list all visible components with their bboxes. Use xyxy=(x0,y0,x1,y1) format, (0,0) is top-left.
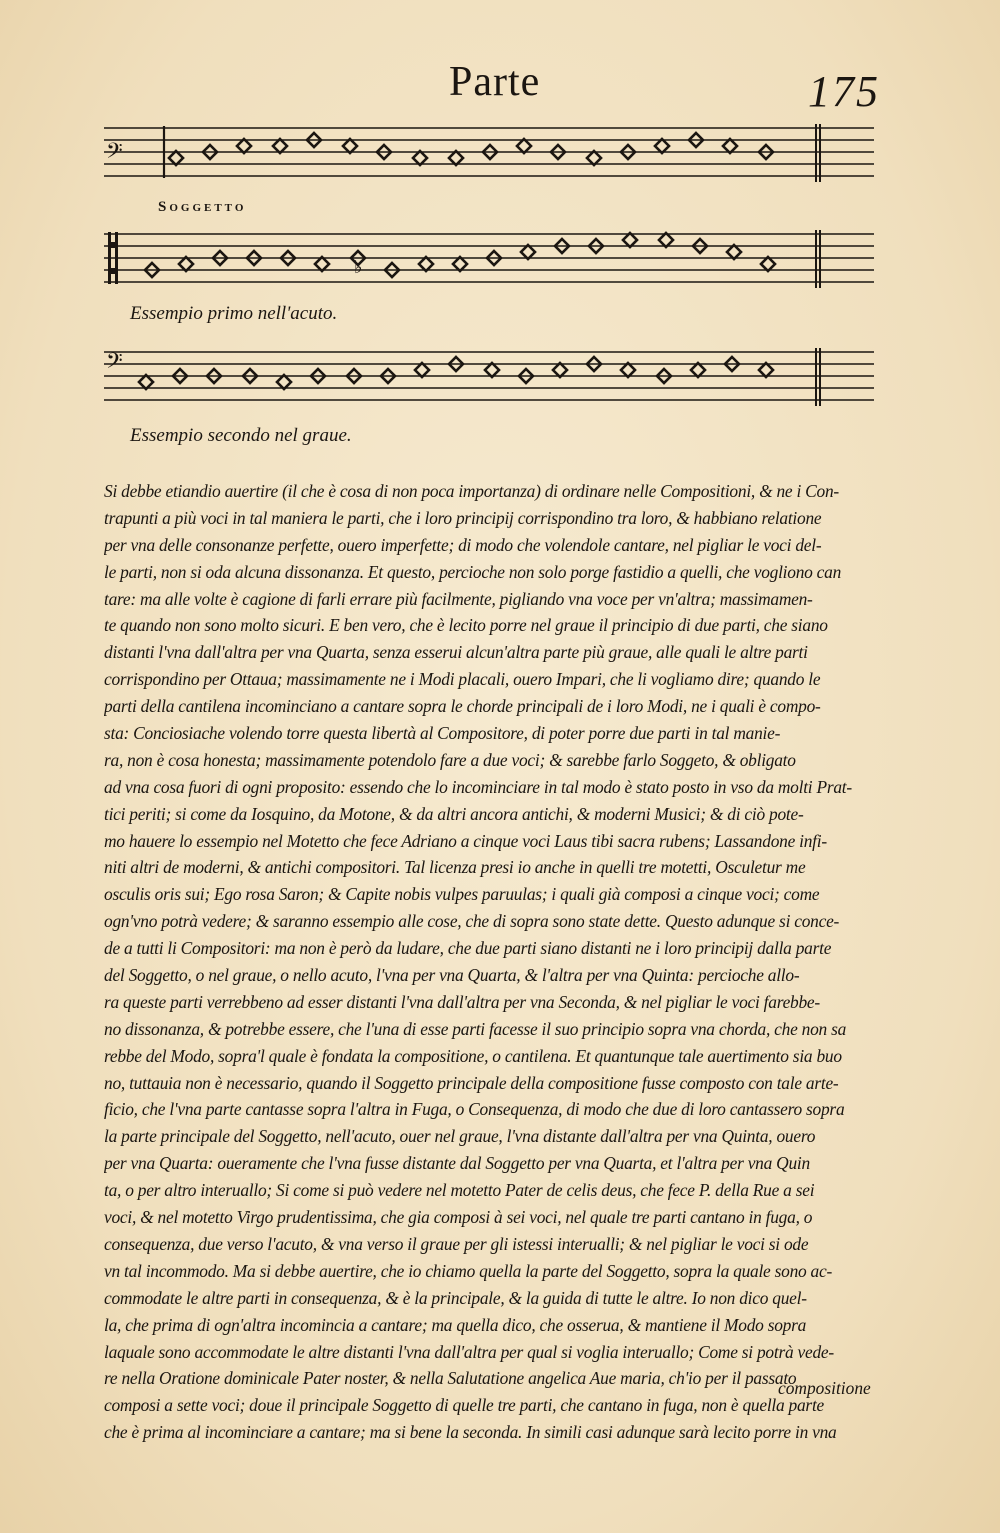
note-head xyxy=(315,257,329,271)
running-head: Parte xyxy=(449,59,541,105)
text-line: per vna delle consonanze perfette, ouero imperfette; di modo che volendole cantare, nel pigliar le voci del- xyxy=(104,534,822,555)
music-staff-lower-bass xyxy=(104,346,874,408)
catchword: compositione xyxy=(778,1378,871,1398)
text-line: ta, o per altro interuallo; Si come si può vedere nel motetto Pater de celis deus, che fece P. della Rue a sei xyxy=(104,1180,815,1201)
text-line: rebbe del Modo, sopra'l quale è fondata la compositione, o cantilena. Et quantunque tale auertimento sia buo xyxy=(104,1045,842,1066)
text-line: voci, & nel motetto Virgo prudentissima, che gia composi à sei voci, nel quale tre parti cantano in fuga, o xyxy=(104,1207,813,1228)
note-head xyxy=(623,233,637,247)
text-line: consequenza, due verso l'acuto, & vna verso il graue per gli istessi interualli; & nel pigliar le voci si ode xyxy=(104,1233,809,1254)
note-head xyxy=(521,245,535,259)
example-caption-first: Essempio primo nell'acuto. xyxy=(130,303,338,324)
note-head xyxy=(621,363,635,377)
page-number: 175 xyxy=(808,67,880,116)
note-head xyxy=(485,363,499,377)
text-line: la, che prima di ogn'altra incomincia a cantare; ma quella dico, che osserua, & mantiene il Modo sopra xyxy=(104,1314,807,1335)
note-head xyxy=(517,139,531,153)
note-head xyxy=(415,363,429,377)
note-head xyxy=(659,233,673,247)
text-line: vn tal incommodo. Ma si debbe auertire, che io chiamo quella la parte del Soggetto, sopra la quale sono ac- xyxy=(104,1260,833,1281)
note-head xyxy=(169,151,183,165)
body-text xyxy=(104,478,878,1446)
note-head xyxy=(413,151,427,165)
text-line: per vna Quarta: oueramente che l'vna fusse distante dal Soggetto per vna Quarta, et l'altra per vna Quin xyxy=(104,1153,810,1174)
text-line: del Soggetto, o nel graue, o nello acuto, l'vna per vna Quarta, & l'altra per vna Quinta: percioche allo- xyxy=(104,965,800,986)
text-line: trapunti a più voci in tal maniera le parti, che i loro principij corrispondino tra loro, & habbiano relatione xyxy=(104,507,822,528)
text-line: de a tutti li Compositori: ma non è però da ludare, che due parti siano distanti ne i loro principij dalla parte xyxy=(104,938,832,959)
text-line: ficio, che l'vna parte cantasse sopra l'altra in Fuga, o Consequenza, di modo che due di loro cantassero sopra xyxy=(104,1099,845,1120)
text-line: tare: ma alle volte è cagione di farli errare più facilmente, pigliando vna voce per vn'altra; massimamen- xyxy=(104,588,813,609)
text-line: composi a sette voci; doue il principale Soggetto di quelle tre parti, che cantano in fuga, non è quella parte xyxy=(104,1395,824,1416)
text-line: niti altri de moderni, & antichi compositori. Tal licenza presi io anche in quelli tre motetti, Osculetur me xyxy=(104,857,806,878)
note-head xyxy=(139,375,153,389)
note-head xyxy=(419,257,433,271)
text-line: commodate le altre parti in consequenza, & è la principale, & la guida di tutte le altre. Io non dico quel- xyxy=(104,1287,807,1308)
text-line: ra, non è cosa honesta; massimamente potendolo fare a due voci; & sarebbe farlo Soggeto, & obligato xyxy=(104,749,796,770)
note-head xyxy=(277,375,291,389)
text-line: sta: Conciosiache volendo torre questa libertà al Compositore, di poter porre due parti in tal manie- xyxy=(104,723,781,744)
example-caption-second: Essempio secondo nel graue. xyxy=(130,425,352,446)
note-head xyxy=(343,139,357,153)
music-staff-upper-bass xyxy=(104,122,874,184)
text-line: Si debbe etiandio auertire (il che è cosa di non poca importanza) di ordinare nelle Compositioni, & ne i Con- xyxy=(104,481,839,501)
note-head xyxy=(273,139,287,153)
text-line: no, tuttauia non è necessario, quando il Soggetto principale della compositione fusse composto con tale arte- xyxy=(104,1072,839,1093)
note-head xyxy=(453,257,467,271)
text-line: distanti l'vna dall'altra per vna Quarta, senza esserui alcun'altra parte più graue, alle quali le altre parti xyxy=(104,642,808,663)
note-head xyxy=(759,363,773,377)
note-head xyxy=(553,363,567,377)
staff-notation xyxy=(104,346,874,408)
text-line: tici periti; si come da Iosquino, da Motone, & da altri ancora antichi, & moderni Musici; & di ciò pote- xyxy=(104,803,804,824)
page-header xyxy=(0,58,1000,118)
note-head xyxy=(727,245,741,259)
text-line: laquale sono accommodate le altre distanti l'vna dall'altra per qual si voglia interuallo; Come si potrà vede- xyxy=(104,1341,834,1362)
note-head xyxy=(587,151,601,165)
note-head xyxy=(237,139,251,153)
text-line: corrispondino per Ottaua; massimamente ne i Modi placali, ouero Impari, che li vogliamo dire; quando le xyxy=(104,669,821,690)
text-line: che è prima al incominciare a cantare; ma si bene la seconda. In simili casi adunque sarà lecito porre in vna xyxy=(104,1422,837,1443)
note-head xyxy=(761,257,775,271)
text-line: osculis oris sui; Ego rosa Saron; & Capite nobis vulpes paruulas; i quali già composi a cinque voci; come xyxy=(104,884,820,905)
text-line: ra queste parti verrebbeno ad esser distanti l'vna dall'altra per vna Seconda, & nel pigliar le voci farebbe- xyxy=(104,991,820,1012)
text-line: ogn'vno potrà vedere; & saranno essempio alle cose, che di sopra sono state dette. Questo adunque si conce- xyxy=(104,911,840,932)
flat-icon: ♭ xyxy=(354,257,363,278)
soggetto-label: Soggetto xyxy=(158,199,247,215)
bass-clef-icon: 𝄢 xyxy=(106,139,123,169)
text-line: mo hauere lo essempio nel Motetto che fece Adriano a cinque voci Laus tibi sacra rubens; Lassandone infi- xyxy=(104,830,827,851)
staff-notation xyxy=(104,122,874,184)
note-head xyxy=(723,139,737,153)
note-head xyxy=(179,257,193,271)
text-line: re nella Oratione dominicale Pater noster, & nella Salutatione angelica Aue maria, ch'io per il passato xyxy=(104,1368,797,1389)
bass-clef-icon: 𝄢 xyxy=(106,349,123,379)
text-line: no dissonanza, & potrebbe essere, che l'una di esse parti facesse il suo principio sopra vna chorda, che non sa xyxy=(104,1018,847,1039)
text-line: te quando non sono molto sicuri. E ben vero, che è lecito porre nel graue il principio di due parti, che siano xyxy=(104,615,828,636)
staff-notation xyxy=(104,228,874,290)
note-head xyxy=(655,139,669,153)
note-head xyxy=(449,151,463,165)
music-staff-soggetto xyxy=(104,228,874,290)
text-line: parti della cantilena incominciano a cantare sopra le chorde principali de i loro Modi, ne i quali è compo- xyxy=(104,696,821,717)
note-head xyxy=(691,363,705,377)
text-line: le parti, non si oda alcuna dissonanza. Et questo, percioche non solo porge fastidio a quelli, che vogliono can xyxy=(104,561,842,582)
text-line: la parte principale del Soggetto, nell'acuto, ouer nel graue, l'vna distante dall'altra per vna Quinta, ouero xyxy=(104,1126,816,1147)
text-line: ad vna cosa fuori di ogni proposito: essendo che lo incominciare in tal modo è stato posto in vso da molti Prat- xyxy=(104,776,852,797)
